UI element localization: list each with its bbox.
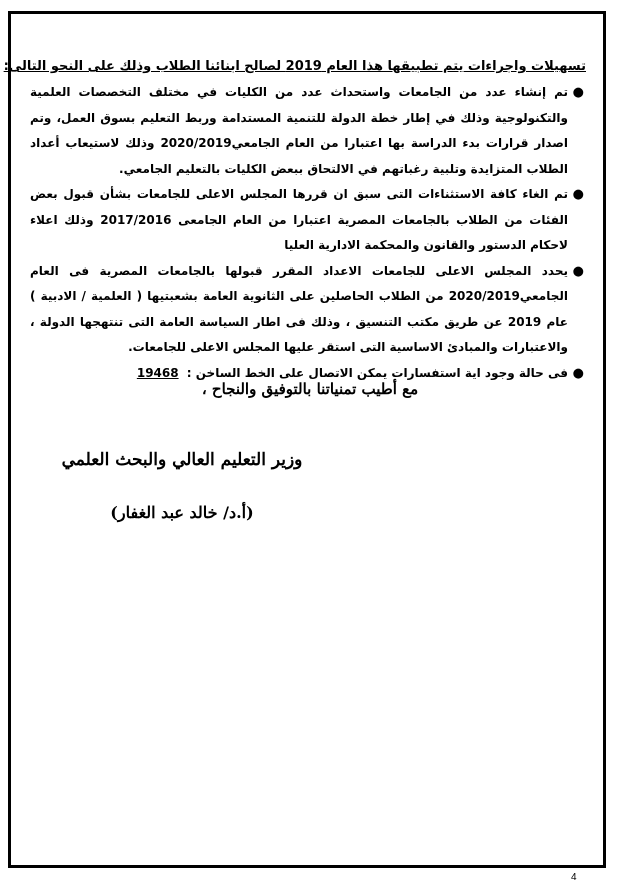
signer-name: (أ.د/ خالد عبد الغفار) xyxy=(110,503,254,522)
bullet-icon: ● xyxy=(572,85,584,100)
page-number: 4 xyxy=(571,872,577,883)
hotline-text: فى حالة وجود اية استفسارات يمكن الاتصال على الخط الساخن : xyxy=(186,365,568,380)
bullet-icon: ● xyxy=(572,263,584,279)
list-item xyxy=(30,182,586,259)
intro-heading: تسهيلات واجراءات يتم تطبيقها هذا العام 2019 لصالح ابنائنا الطلاب وذلك على النحو التالى: xyxy=(3,59,586,74)
bullet-icon: ● xyxy=(572,187,584,202)
list-item-text: تم الغاء كافة الاستثناءات التى سبق ان قررها المجلس الاعلى للجامعات بشأن قبول بعض الفئات من الطلاب بالجامعات المصرية اعتبارا من العام الجامعى 2017/2016 وذلك اعلاء لاحكام الدستور والقانون والمحكمة الادارية العليا xyxy=(30,187,568,252)
hotline-number: 19468 xyxy=(136,365,179,380)
list-item xyxy=(30,259,586,361)
closing-greeting: مع أطيب تمنياتنا بالتوفيق والنجاح ، xyxy=(201,380,419,398)
list-item-text: يحدد المجلس الاعلى للجامعات الاعداد المقرر قبولها بالجامعات المصرية فى العام الجامعي2020/2019 من الطلاب الحاصلين على الثانوية العامة بشعبتيها ( العلمية / الادبية ) عام 2019 عن طريق مكتب التنسيق ، وذلك فى اطار السياسة العامة التى تنتهجها الدولة ، والاعتبارات والمبادئ الاساسية التى استقر عليها المجلس الاعلى للجامعات. xyxy=(30,263,568,354)
bullet-icon: ● xyxy=(572,365,584,381)
list-item xyxy=(30,80,586,182)
measures-list xyxy=(30,80,586,386)
minister-title: وزير التعليم العالي والبحث العلمي xyxy=(61,450,303,470)
list-item-text: تم إنشاء عدد من الجامعات واستحداث عدد من الكليات في مختلف التخصصات العلمية والتكنولوجية وذلك في إطار خطة الدولة للتنمية المستدامة وربط التعليم بسوق العمل، وتم اصدار قرارات بدء الدراسة بها اعتبارا من العام الجامعي2020/2019 وذلك لاستيعاب أعداد الطلاب المتزايدة وتلبية رغباتهم في الالتحاق ببعض الكليات بالتعليم الجامعي. xyxy=(30,85,569,176)
document-body xyxy=(3,58,586,386)
